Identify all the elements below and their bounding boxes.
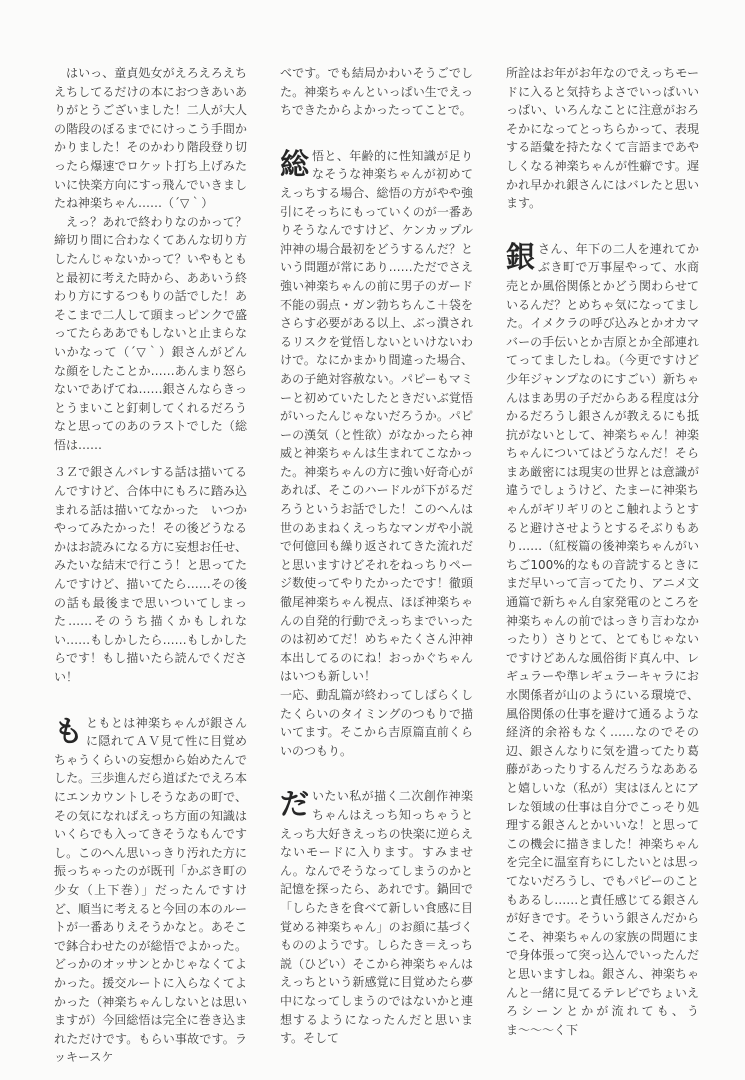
column-2 [280,64,473,1048]
dropcap-char: 総 [280,146,310,181]
paragraph: 所詮はお年がお年なのでえっちモードに入ると気持ちよさでいっぱいいっぱい、いろんなことに注意がおろそかになってとっちらかって、表現する語彙を持たなくて言語まであやしくなる神楽ちゃんが性癖です。遅かれ早かれ銀さんにはバレたと思います。 [506,66,699,211]
paragraph-text: 悟と、年齢的に性知識が足りなそうな神楽ちゃんが初めてえっちする場合、総悟の方がやや強引にそっちにもっていくのが一番ありそうなんですけど、ケンカップル沖神の場合最初をどうするんだ？という問題が常にあり……ただでさえ強い神楽ちゃんの前に男子のガード不能の弱点・ガン勃ちちんこ＋袋をさらす必要がある以上、ぶっ潰されるリスクを覚悟しないといけないわけで。なにかまかり間違った場合、あの子絶対容赦ない。パピーもマミーと初めていたしたときだいぶ覚悟がいったんじゃないだろうか。パピーの漢気（と性欲）がなかったら神威と神楽ちゃんは生まれてこなかった。神楽ちゃんの方に強い好奇心があれば、そこのハードルが下がるだろうというお話でした！このへんは世のあまねくえっちなマンガや小説で何億回も繰り返されてきた流れだと思いますけどそれをねっちりページ数使ってやりたかったです！徹頭徹尾神楽ちゃん視点、ほぼ神楽ちゃんの自発的行動でえっちまでいったのは初めてだ！めちゃたくさん沖神本出してるのにね！おっかぐちゃんはいつも新しい！ [280,148,473,684]
paragraph-text: いたい私が描く二次創作神楽ちゃんはえっち知っちゃうとえっち大好きえっちの快楽に逆らえないモードに入ります。すみません。なんでそうなってしまうのかと記憶を探ったら、あれです。鍋回で「しらたきを食べて新しい食感に目覚める神楽ちゃん」のお顔に基づくもののようです。しらたき＝えっち説（ひどい）そこから神楽ちゃんはえっちという新感覚に目覚めたら夢中になってしまうのではないかと連想するようになったんだと思います。そして [280,789,473,1046]
paragraph: ３Ｚで銀さんバレする話は描いてるんですけど、合体中にもろに踏み込まれる話は描いてなかった いつかやってみたかった！その後どうなるかはお読みになる方に妄想お任せ、みたいな結末で行こう！と思ってたんですけど、描いてたら……その後の話も最後まで思いついてしまった……そのうち描くかもしれない……もしかしたら……もしかしたらです！もし描いたら読んでください！ [54,465,247,684]
text-columns [54,64,745,1067]
paragraph-text: ともとは神楽ちゃんが銀さんに隠れてＡＶ見て性に目覚めちゃうくらいの妄想から始めたんでした。三歩進んだら道ばたでえろ本にエンカウントしそうなあの町で、その気になればえっち方面の知識はいくらでも入ってきそうなもんですし。このへん思いっきり汚れた方に振っちゃったのが既刊「かぶき町の少女（上下巻）」だったんですけど、順当に考えると今回の本のルートが一番ありえそうかなと。あそこで鉢合わせたのが総悟でよかった。どっかのオッサンとかじゃなくてよかった。援交ルートに入らなくてよかった（神楽ちゃんしないとは思いますが）今回総悟は完全に巻き込まれただけです。もらい事故です。ラッキースケ [54,715,247,1065]
paragraph: はいっ、童貞処女がえろえろえちえちしてるだけの本におつきあいありがとうございました！二人が大人の階段のぼるまでにけっこう手間かかりました！そのかわり階段登り切ったら爆速でロケット打ち上げみたいに快楽方向にすっ飛んでいきましたね神楽ちゃん……（´▽｀） [54,66,247,211]
paragraph-dropcap [54,714,247,1067]
column-1 [54,64,247,1067]
paragraph-dropcap [280,787,473,1047]
dropcap-char: も [54,713,84,748]
paragraph: えっ？あれで終わりなのかって？締切り間に合わなくてあんな切り方したんじゃないかって？いやもともと最初に考えた時から、ああいう終わり方にするつもりの話でした！あそこまで二人して頭まっピンクで盛ってたらああでもしないと止まらないかなって（´▽｀）銀さんがどんな顔をしたことか……あんまり怒らないであげてね……銀さんならきっとうまいこと釘刺してくれるだろうなと思ってのあのラストでした（総悟は…… [54,214,247,452]
paragraph: 一応、動乱篇が終わってしばらくしたくらいのタイミングのつもりで描いてます。そこから吉原篇直前くらいのつもり。 [280,688,473,758]
paragraph-dropcap [506,240,699,1040]
paragraph-dropcap [280,147,473,686]
dropcap-char: 銀 [506,239,536,274]
column-3 [506,64,699,1039]
paragraph-text: さん、年下の二人を連れてかぶき町で万事屋やって、水商売とか風俗関係とかどう関わらせているんだ？とめちゃ気になってました。イメクラの呼び込みとかオカマバーの手伝いとか吉原とか全部連れてってましたしね。（今更ですけど少年ジャンプなのにすごい）新ちゃんはまあ男の子だからある程度は分かるだろうし銀さんが教えるにも抵抗がないとして、神楽ちゃん！神楽ちゃんについてはどうなんだ！そらまあ厳密には現実の世界とは意識が違うでしょうけど、たまーに神楽ちゃんがギリギリのとこ触れようとすると避けさせようとするそぶりもあり……（紅桜篇の後神楽ちゃんがいちご100%的なもの音読するときにまだ早いって言ってたり、アニメ文通篇で新ちゃん自家発電のところを神楽ちゃんの前ではっきり言わなかったり）さりとて、とてもじゃないですけどあんな風俗街ド真ん中、レギュラーや準レギュラーキャラにお水関係者が山のようにいる環境で、風俗関係の仕事を避けて通るような経済的余裕もなく……なのでその辺、銀さんなりに気を遣ってたり葛藤があったりするんだろうなああると嬉しいな（私が）実はほんとにアレな領域の仕事は自分でこっそり処理する銀さんとかいいな！と思ってこの機会に描きました！神楽ちゃんを完全に温室育ちにしたいとは思ってないだろうし、でもパピーのこともあるし……と責任感じてる銀さんが好きです。そういう銀さんだからこそ、神楽ちゃんの家族の問題にまで身体張って突っ込んでいったんだと思いますしね。銀さん、神楽ちゃんと一緒に見てるテレビでちょいえろシーンとかが流れても、うま〜〜〜く下 [506,241,699,1037]
dropcap-char: だ [280,787,310,822]
paragraph: べです。でも結局かわいそうごでした。神楽ちゃんといっぱい生でえっちできたからよかったってことで。 [280,66,473,118]
